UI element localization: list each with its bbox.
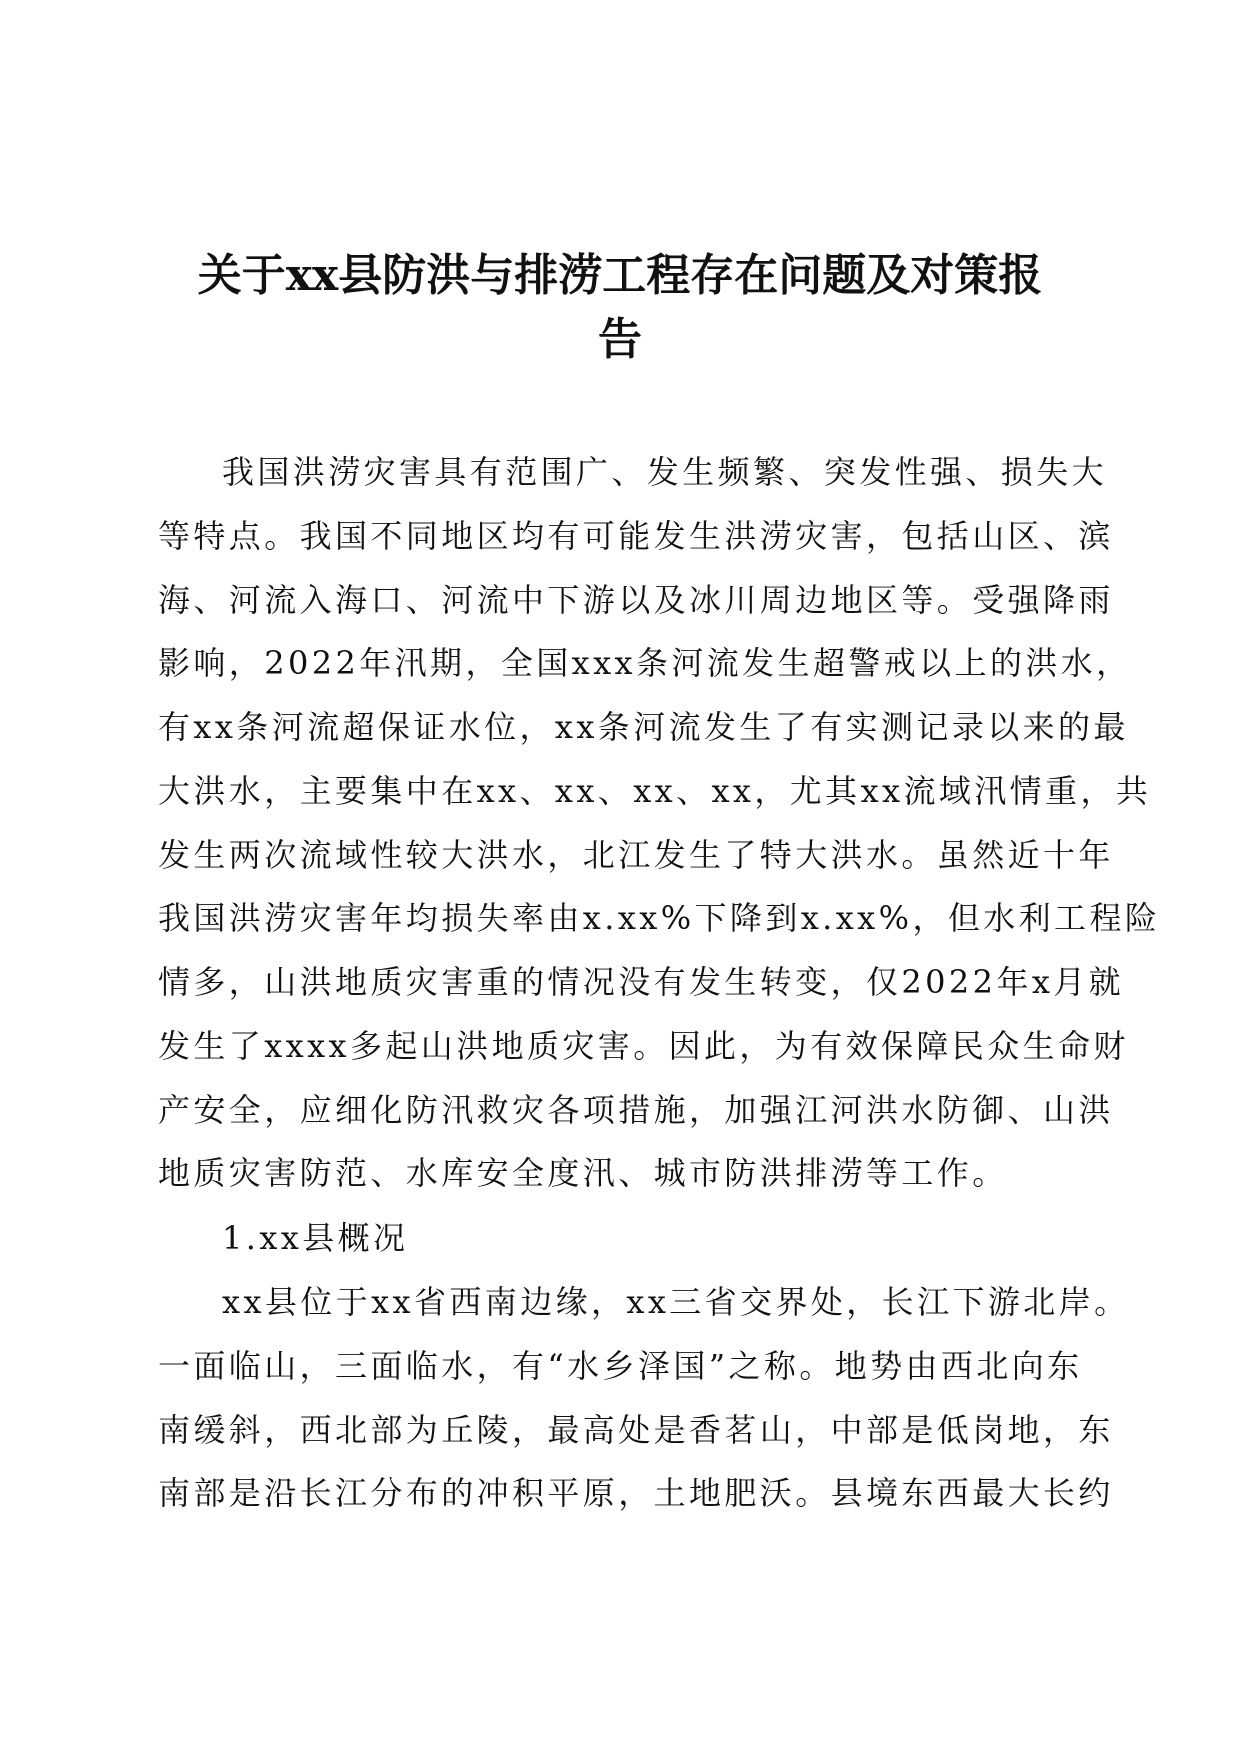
paragraph-line: xx县位于xx省西南边缘，xx三省交界处，长江下游北岸。 (222, 1283, 1130, 1321)
paragraph-line: 等特点。我国不同地区均有可能发生洪涝灾害，包括山区、滨 (158, 517, 1114, 555)
paragraph-line: 影响，2022年汛期，全国xxx条河流发生超警戒以上的洪水， (158, 644, 1132, 682)
paragraph-line: 一面临山，三面临水，有“水乡泽国”之称。地势由西北向东 (158, 1347, 1083, 1385)
paragraph-line: 南部是沿长江分布的冲积平原，土地肥沃。县境东西最大长约 (158, 1474, 1114, 1512)
paragraph-line: 我国洪涝灾害年均损失率由x.xx%下降到x.xx%，但水利工程险 (158, 899, 1161, 937)
paragraph-line: 南缓斜，西北部为丘陵，最高处是香茗山，中部是低岗地，东 (158, 1411, 1114, 1449)
paragraph-line: 产安全，应细化防汛救灾各项措施，加强江河洪水防御、山洪 (158, 1091, 1114, 1129)
paragraph-line: 有xx条河流超保证水位，xx条河流发生了有实测记录以来的最 (158, 708, 1129, 746)
section-heading: 1.xx县概况 (222, 1219, 409, 1257)
paragraph-line: 发生两次流域性较大洪水，北江发生了特大洪水。虽然近十年 (158, 836, 1114, 874)
paragraph-line: 我国洪涝灾害具有范围广、发生频繁、突发性强、损失大 (222, 453, 1108, 491)
paragraph-line: 情多，山洪地质灾害重的情况没有发生转变，仅2022年x月就 (158, 963, 1125, 1001)
paragraph-line: 发生了xxxx多起山洪地质灾害。因此，为有效保障民众生命财 (158, 1027, 1129, 1065)
paragraph-line: 海、河流入海口、河流中下游以及冰川周边地区等。受强降雨 (158, 581, 1114, 619)
document-title-line-2: 告 (598, 314, 642, 365)
document-title-line-1: 关于xx县防洪与排涝工程存在问题及对策报 (197, 250, 1043, 301)
paragraph-line: 大洪水，主要集中在xx、xx、xx、xx，尤其xx流域汛情重，共 (158, 772, 1152, 810)
paragraph-line: 地质灾害防范、水库安全度汛、城市防洪排涝等工作。 (158, 1154, 1008, 1192)
